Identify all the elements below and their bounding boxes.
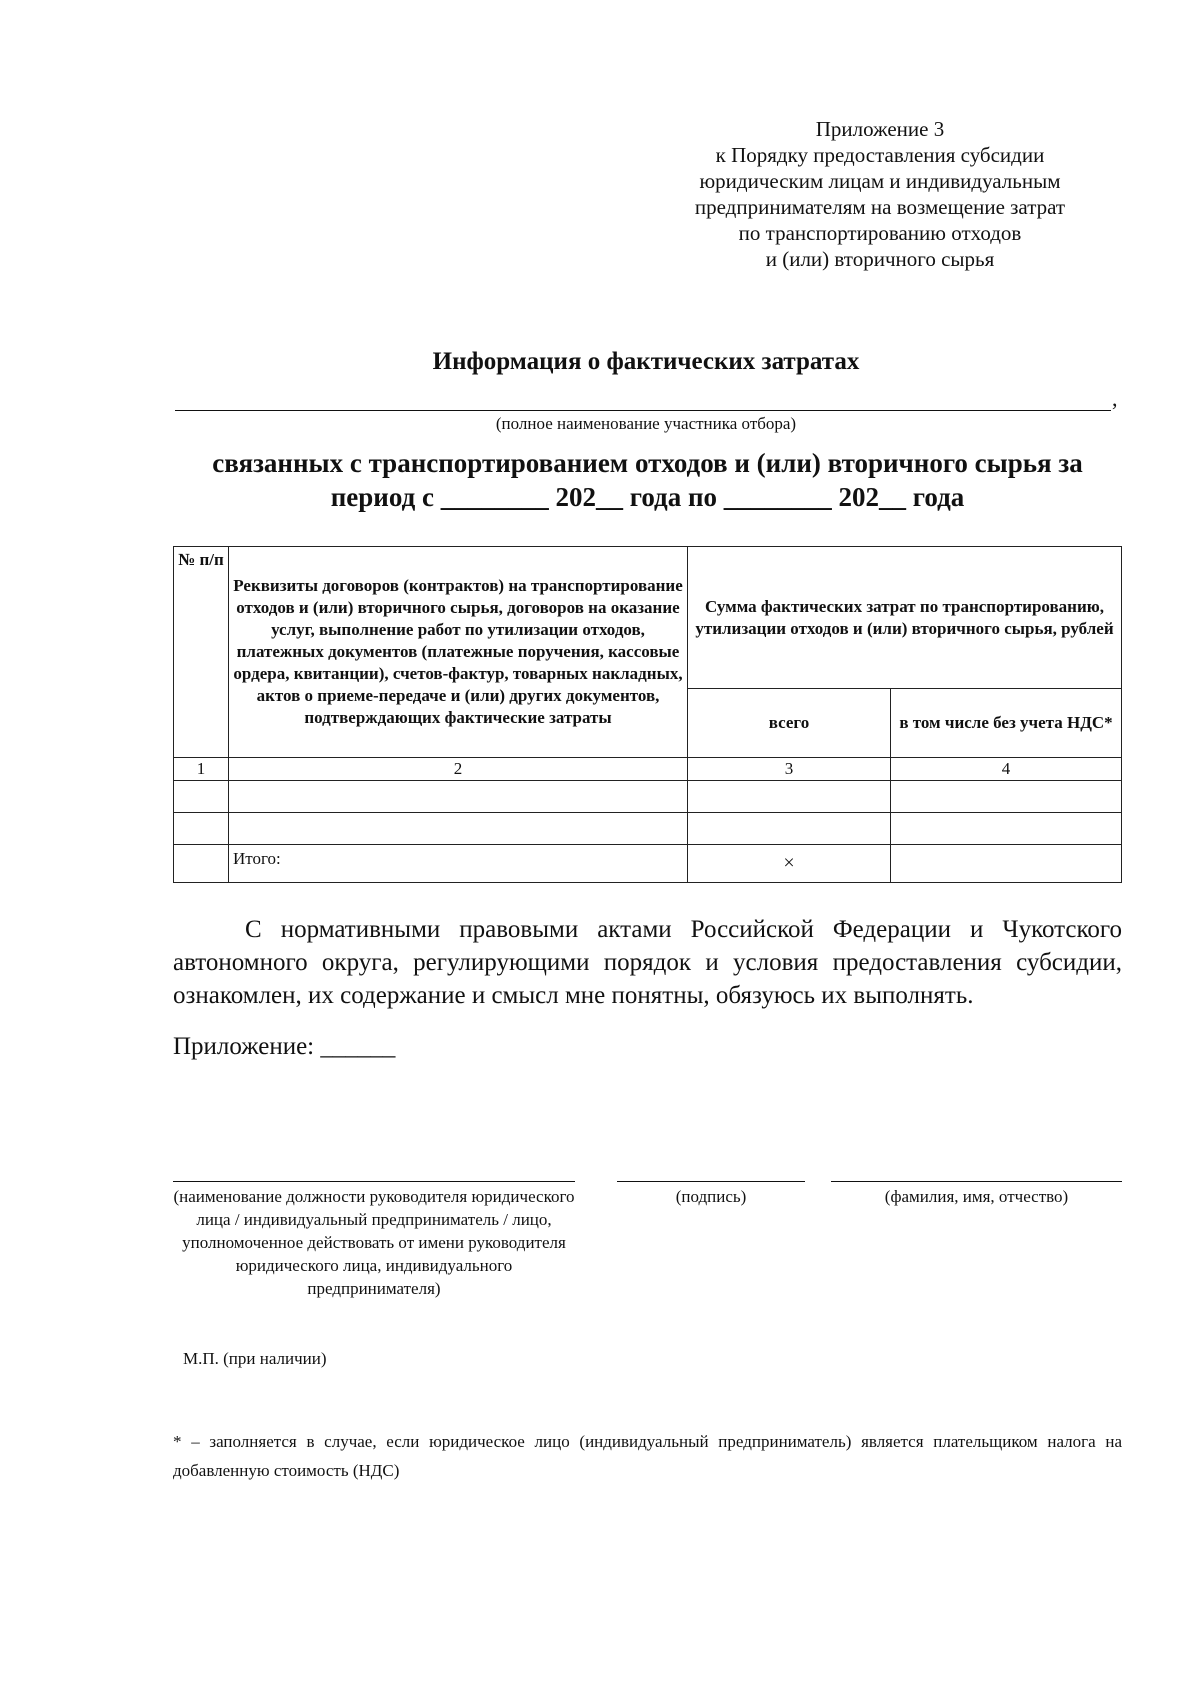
signature-caption: (подпись) <box>675 1187 747 1206</box>
table-cell[interactable] <box>891 845 1122 883</box>
column-number: 4 <box>891 758 1122 781</box>
document-subtitle <box>175 446 1120 514</box>
subtitle-line-2: период с ________ 202__ года по ________ 202__ года <box>330 482 965 512</box>
total-cross-mark: × <box>688 845 891 883</box>
appendix-line: предпринимателям на возмещение затрат <box>694 195 1066 219</box>
table-cell[interactable] <box>229 781 688 813</box>
document-title: Информация о фактических затратах <box>432 348 860 375</box>
position-signature-line[interactable] <box>173 1181 575 1182</box>
table-cell[interactable] <box>229 813 688 845</box>
header-sum: Сумма фактических затрат по транспортированию, утилизации отходов и (или) вторичного сырья, рублей <box>688 547 1122 689</box>
agreement-paragraph <box>173 913 1122 1012</box>
table-cell[interactable] <box>891 781 1122 813</box>
total-label: Итого: <box>229 845 688 883</box>
column-number: 3 <box>688 758 891 781</box>
stamp-note: М.П. (при наличии) <box>183 1349 327 1368</box>
attachment-line: Приложение: ______ <box>173 1033 396 1060</box>
signature-line[interactable] <box>617 1181 805 1182</box>
table-row <box>174 813 1122 845</box>
participant-name-comma: , <box>1112 386 1118 411</box>
table-cell[interactable] <box>891 813 1122 845</box>
table-cell[interactable] <box>174 781 229 813</box>
full-name-line[interactable] <box>831 1181 1122 1182</box>
table-cell[interactable] <box>688 813 891 845</box>
participant-name-line[interactable] <box>175 410 1111 411</box>
header-total: всего <box>688 689 891 758</box>
table-header-row <box>174 547 1122 689</box>
appendix-line: по транспортированию отходов <box>738 221 1022 245</box>
column-number-row <box>174 758 1122 781</box>
agreement-text: С нормативными правовыми актами Российской Федерации и Чукотского автономного округа, регулирующими порядок и условия предоставления субсидии, ознакомлен, их содержание и смысл мне понятны, обязуюсь их выполнять. <box>173 916 1122 1009</box>
appendix-line: к Порядку предоставления субсидии <box>715 143 1045 167</box>
header-num: № п/п <box>174 547 229 758</box>
appendix-header <box>640 116 1120 272</box>
footnote: * – заполняется в случае, если юридическое лицо (индивидуальный предприниматель) является плательщиком налога на добавленную стоимость (НДС) <box>173 1432 1122 1480</box>
participant-name-caption: (полное наименование участника отбора) <box>495 414 797 433</box>
appendix-line: Приложение 3 <box>815 117 945 141</box>
header-without-vat: в том числе без учета НДС* <box>891 689 1122 758</box>
table-row <box>174 781 1122 813</box>
header-requisites: Реквизиты договоров (контрактов) на транспортирование отходов и (или) вторичного сырья, договоров на оказание услуг, выполнение работ по утилизации отходов, платежных документов (платежные поручения, кассовые ордера, квитанции), счетов-фактур, товарных накладных, актов о приеме-передаче и (или) других документов, подтверждающих фактические затраты <box>229 547 688 758</box>
costs-table <box>173 546 1122 883</box>
table-cell <box>174 845 229 883</box>
table-cell[interactable] <box>174 813 229 845</box>
table-total-row <box>174 845 1122 883</box>
table-cell[interactable] <box>688 781 891 813</box>
appendix-line: и (или) вторичного сырья <box>765 247 995 271</box>
position-caption: (наименование должности руководителя юридического лица / индивидуальный предприниматель / лицо, уполномоченное действовать от имени руководителя юридического лица, индивидуального предпринимателя) <box>173 1187 575 1298</box>
column-number: 1 <box>174 758 229 781</box>
full-name-caption: (фамилия, имя, отчество) <box>884 1187 1069 1206</box>
appendix-line: юридическим лицам и индивидуальным <box>699 169 1061 193</box>
column-number: 2 <box>229 758 688 781</box>
subtitle-line-1: связанных с транспортированием отходов и (или) вторичного сырья за <box>212 448 1083 478</box>
